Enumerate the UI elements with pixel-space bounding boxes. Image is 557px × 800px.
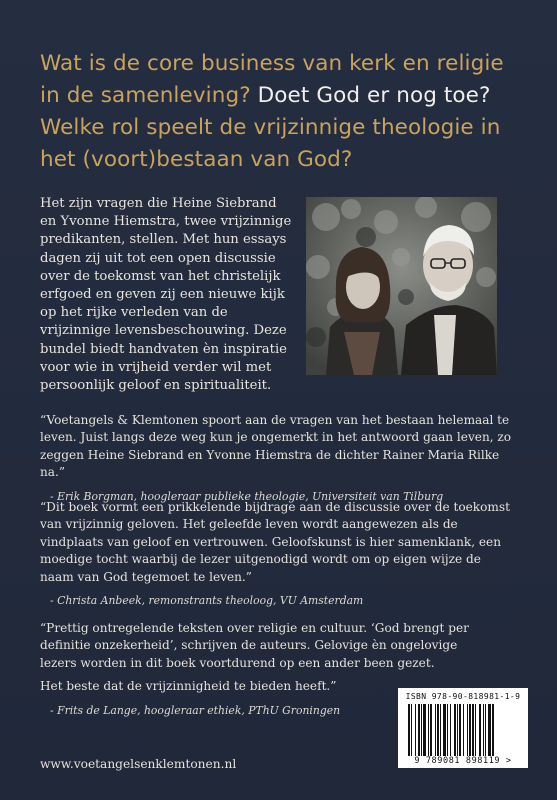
headline-question-1: Wat is de core business van kerk en religie in de samenleving? [40,51,504,108]
intro-text: Het zijn vragen die Heine Siebrand en Yvonne Hiemstra, twee vrijzinnige predikanten, stellen. Met hun essays dagen zij uit tot een open discussie over de toekomst van het christelijk erfgoed en geven zij een nieuwe kijk op het rijke verleden van de vrijzinnige levensbeschouwing. Deze bundel biedt handvaten èn inspiratie voor wie in vrijheid verder wil met persoonlijk geloof en spiritualiteit. [40,196,292,394]
intro-paragraph [40,195,292,395]
isbn-number: ISBN 978-90-818981-1-9 [405,692,521,701]
quote-anbeek [40,499,515,609]
website-url: www.voetangelsenklemtonen.nl [40,757,237,771]
quote-text: “Dit boek vormt een prikkelende bijdrage aan de discussie over de toekomst van vrijzinnig geloven. Het geleefde leven wordt aangewezen als de vindplaats van geloof en vertrouwen. Geloofskunst is hier samenklank, een moedige tocht waarbij de lezer uitgenodigd wordt om op eigen wijze de naam van God tegemoet te leven.” [40,500,510,584]
quote-attribution: - Christa Anbeek, remonstrants theoloog, VU Amsterdam [50,594,364,608]
ean-digits: 9 789081 898119 > [414,756,512,766]
headline-question-3: Welke rol speelt de vrijzinnige theologie in het (voort)bestaan van God? [40,115,501,172]
headline-question-2: Doet God er nog toe? [257,83,491,108]
barcode-bars [408,704,518,756]
isbn-barcode [398,688,528,768]
quote-text: “Prettig ontregelende teksten over religie en cultuur. ‘God brengt per definitie onzekerheid’, schrijven de auteurs. Gelovige èn ongelovige lezers worden in dit boek voortdurend op een ander been gezet. [40,621,469,670]
author-photo-image [306,197,497,375]
quote-attribution: - Frits de Lange, hoogleraar ethiek, PThU Groningen [50,703,341,717]
quote-borgman [40,412,515,505]
author-photo [306,197,497,375]
quote-text-tail: Het beste dat de vrijzinnigheid te bieden heeft.” [40,679,337,694]
quote-attribution: - Erik Borgman, hoogleraar publieke theologie, Universiteit van Tilburg [50,489,444,503]
headline [40,48,520,176]
quote-text: “Voetangels & Klemtonen spoort aan de vragen van het bestaan helemaal te leven. Juist langs deze weg kun je ongemerkt in het antwoord gaan leven, zo zeggen Heine Siebrand en Yvonne Hiemstra de dichter Rainer Maria Rilke na.” [40,413,512,480]
